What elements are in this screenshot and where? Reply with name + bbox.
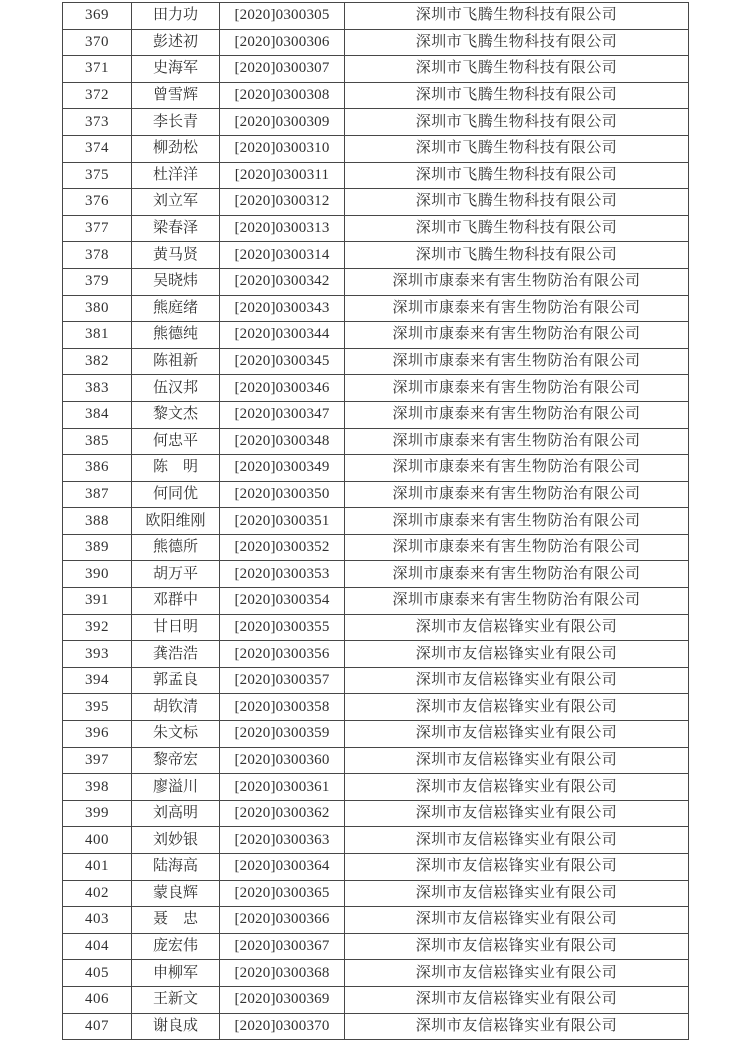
person-name-cell: 谢良成 xyxy=(132,1013,220,1040)
table-row xyxy=(63,960,689,987)
row-index-cell: 394 xyxy=(63,667,132,694)
certificate-number-cell: [2020]0300310 xyxy=(220,135,345,162)
row-index-cell: 372 xyxy=(63,82,132,109)
person-name-cell: 陆海高 xyxy=(132,854,220,881)
person-name-cell: 邓群中 xyxy=(132,588,220,615)
person-name-cell: 何忠平 xyxy=(132,428,220,455)
person-name-cell: 黎文杰 xyxy=(132,401,220,428)
person-name-cell: 胡钦清 xyxy=(132,694,220,721)
row-index-cell: 390 xyxy=(63,561,132,588)
person-name-cell: 廖溢川 xyxy=(132,774,220,801)
row-index-cell: 389 xyxy=(63,534,132,561)
row-index-cell: 402 xyxy=(63,880,132,907)
company-name-cell: 深圳市飞腾生物科技有限公司 xyxy=(345,29,689,56)
company-name-cell: 深圳市康泰来有害生物防治有限公司 xyxy=(345,348,689,375)
row-index-cell: 375 xyxy=(63,162,132,189)
table-row xyxy=(63,268,689,295)
row-index-cell: 400 xyxy=(63,827,132,854)
table-row xyxy=(63,348,689,375)
row-index-cell: 392 xyxy=(63,614,132,641)
company-name-cell: 深圳市康泰来有害生物防治有限公司 xyxy=(345,268,689,295)
person-name-cell: 梁春泽 xyxy=(132,215,220,242)
table-row xyxy=(63,534,689,561)
company-name-cell: 深圳市康泰来有害生物防治有限公司 xyxy=(345,322,689,349)
table-row xyxy=(63,641,689,668)
person-name-cell: 蒙良辉 xyxy=(132,880,220,907)
person-name-cell: 李长青 xyxy=(132,109,220,136)
company-name-cell: 深圳市友信崧锋实业有限公司 xyxy=(345,694,689,721)
company-name-cell: 深圳市友信崧锋实业有限公司 xyxy=(345,1013,689,1040)
table-row xyxy=(63,135,689,162)
table-row xyxy=(63,800,689,827)
company-name-cell: 深圳市友信崧锋实业有限公司 xyxy=(345,667,689,694)
row-index-cell: 395 xyxy=(63,694,132,721)
company-name-cell: 深圳市康泰来有害生物防治有限公司 xyxy=(345,375,689,402)
table-row xyxy=(63,827,689,854)
row-index-cell: 384 xyxy=(63,401,132,428)
certificate-number-cell: [2020]0300343 xyxy=(220,295,345,322)
person-name-cell: 熊德纯 xyxy=(132,322,220,349)
table-row xyxy=(63,109,689,136)
certificate-number-cell: [2020]0300370 xyxy=(220,1013,345,1040)
table-row xyxy=(63,614,689,641)
company-name-cell: 深圳市飞腾生物科技有限公司 xyxy=(345,82,689,109)
person-name-cell: 甘日明 xyxy=(132,614,220,641)
row-index-cell: 385 xyxy=(63,428,132,455)
table-row xyxy=(63,667,689,694)
table-row xyxy=(63,588,689,615)
certificate-number-cell: [2020]0300305 xyxy=(220,3,345,30)
certificate-number-cell: [2020]0300345 xyxy=(220,348,345,375)
roster-table xyxy=(62,2,689,1040)
certificate-number-cell: [2020]0300313 xyxy=(220,215,345,242)
row-index-cell: 399 xyxy=(63,800,132,827)
person-name-cell: 熊庭绪 xyxy=(132,295,220,322)
table-row xyxy=(63,508,689,535)
table-row xyxy=(63,854,689,881)
person-name-cell: 黄马贤 xyxy=(132,242,220,269)
certificate-number-cell: [2020]0300308 xyxy=(220,82,345,109)
row-index-cell: 404 xyxy=(63,933,132,960)
row-index-cell: 376 xyxy=(63,189,132,216)
person-name-cell: 伍汉邦 xyxy=(132,375,220,402)
company-name-cell: 深圳市飞腾生物科技有限公司 xyxy=(345,242,689,269)
table-row xyxy=(63,561,689,588)
company-name-cell: 深圳市友信崧锋实业有限公司 xyxy=(345,774,689,801)
table-row xyxy=(63,907,689,934)
certificate-number-cell: [2020]0300368 xyxy=(220,960,345,987)
certificate-number-cell: [2020]0300367 xyxy=(220,933,345,960)
person-name-cell: 申柳军 xyxy=(132,960,220,987)
company-name-cell: 深圳市康泰来有害生物防治有限公司 xyxy=(345,534,689,561)
row-index-cell: 374 xyxy=(63,135,132,162)
row-index-cell: 383 xyxy=(63,375,132,402)
company-name-cell: 深圳市友信崧锋实业有限公司 xyxy=(345,880,689,907)
table-row xyxy=(63,986,689,1013)
row-index-cell: 386 xyxy=(63,455,132,482)
table-row xyxy=(63,29,689,56)
company-name-cell: 深圳市飞腾生物科技有限公司 xyxy=(345,135,689,162)
table-row xyxy=(63,215,689,242)
person-name-cell: 陈祖新 xyxy=(132,348,220,375)
row-index-cell: 387 xyxy=(63,481,132,508)
company-name-cell: 深圳市康泰来有害生物防治有限公司 xyxy=(345,295,689,322)
certificate-number-cell: [2020]0300355 xyxy=(220,614,345,641)
certificate-number-cell: [2020]0300306 xyxy=(220,29,345,56)
company-name-cell: 深圳市友信崧锋实业有限公司 xyxy=(345,907,689,934)
certificate-number-cell: [2020]0300360 xyxy=(220,747,345,774)
certificate-number-cell: [2020]0300366 xyxy=(220,907,345,934)
certificate-number-cell: [2020]0300359 xyxy=(220,721,345,748)
company-name-cell: 深圳市康泰来有害生物防治有限公司 xyxy=(345,561,689,588)
person-name-cell: 彭述初 xyxy=(132,29,220,56)
company-name-cell: 深圳市飞腾生物科技有限公司 xyxy=(345,3,689,30)
certificate-number-cell: [2020]0300312 xyxy=(220,189,345,216)
person-name-cell: 史海军 xyxy=(132,56,220,83)
person-name-cell: 刘立军 xyxy=(132,189,220,216)
certificate-number-cell: [2020]0300311 xyxy=(220,162,345,189)
row-index-cell: 382 xyxy=(63,348,132,375)
certificate-number-cell: [2020]0300346 xyxy=(220,375,345,402)
table-row xyxy=(63,721,689,748)
company-name-cell: 深圳市飞腾生物科技有限公司 xyxy=(345,189,689,216)
certificate-number-cell: [2020]0300369 xyxy=(220,986,345,1013)
person-name-cell: 曾雪辉 xyxy=(132,82,220,109)
person-name-cell: 欧阳维刚 xyxy=(132,508,220,535)
certificate-number-cell: [2020]0300349 xyxy=(220,455,345,482)
row-index-cell: 396 xyxy=(63,721,132,748)
row-index-cell: 371 xyxy=(63,56,132,83)
table-row xyxy=(63,242,689,269)
certificate-number-cell: [2020]0300354 xyxy=(220,588,345,615)
table-row xyxy=(63,189,689,216)
certificate-number-cell: [2020]0300351 xyxy=(220,508,345,535)
company-name-cell: 深圳市友信崧锋实业有限公司 xyxy=(345,641,689,668)
certificate-number-cell: [2020]0300365 xyxy=(220,880,345,907)
certificate-number-cell: [2020]0300353 xyxy=(220,561,345,588)
person-name-cell: 熊德所 xyxy=(132,534,220,561)
certificate-number-cell: [2020]0300307 xyxy=(220,56,345,83)
certificate-number-cell: [2020]0300352 xyxy=(220,534,345,561)
table-row xyxy=(63,295,689,322)
certificate-number-cell: [2020]0300356 xyxy=(220,641,345,668)
table-row xyxy=(63,401,689,428)
person-name-cell: 刘高明 xyxy=(132,800,220,827)
table-row xyxy=(63,375,689,402)
certificate-number-cell: [2020]0300342 xyxy=(220,268,345,295)
table-row xyxy=(63,933,689,960)
company-name-cell: 深圳市康泰来有害生物防治有限公司 xyxy=(345,508,689,535)
company-name-cell: 深圳市飞腾生物科技有限公司 xyxy=(345,215,689,242)
person-name-cell: 聂 忠 xyxy=(132,907,220,934)
company-name-cell: 深圳市康泰来有害生物防治有限公司 xyxy=(345,455,689,482)
certificate-number-cell: [2020]0300362 xyxy=(220,800,345,827)
row-index-cell: 369 xyxy=(63,3,132,30)
company-name-cell: 深圳市康泰来有害生物防治有限公司 xyxy=(345,481,689,508)
table-row xyxy=(63,481,689,508)
row-index-cell: 403 xyxy=(63,907,132,934)
certificate-number-cell: [2020]0300309 xyxy=(220,109,345,136)
person-name-cell: 吴晓炜 xyxy=(132,268,220,295)
person-name-cell: 庞宏伟 xyxy=(132,933,220,960)
company-name-cell: 深圳市友信崧锋实业有限公司 xyxy=(345,933,689,960)
row-index-cell: 407 xyxy=(63,1013,132,1040)
company-name-cell: 深圳市康泰来有害生物防治有限公司 xyxy=(345,428,689,455)
row-index-cell: 401 xyxy=(63,854,132,881)
company-name-cell: 深圳市友信崧锋实业有限公司 xyxy=(345,747,689,774)
company-name-cell: 深圳市飞腾生物科技有限公司 xyxy=(345,56,689,83)
row-index-cell: 397 xyxy=(63,747,132,774)
row-index-cell: 406 xyxy=(63,986,132,1013)
person-name-cell: 刘妙银 xyxy=(132,827,220,854)
row-index-cell: 398 xyxy=(63,774,132,801)
roster-table-body xyxy=(63,3,689,1040)
person-name-cell: 胡万平 xyxy=(132,561,220,588)
row-index-cell: 379 xyxy=(63,268,132,295)
certificate-number-cell: [2020]0300364 xyxy=(220,854,345,881)
row-index-cell: 378 xyxy=(63,242,132,269)
certificate-number-cell: [2020]0300363 xyxy=(220,827,345,854)
row-index-cell: 377 xyxy=(63,215,132,242)
certificate-number-cell: [2020]0300357 xyxy=(220,667,345,694)
company-name-cell: 深圳市友信崧锋实业有限公司 xyxy=(345,854,689,881)
certificate-number-cell: [2020]0300344 xyxy=(220,322,345,349)
certificate-number-cell: [2020]0300347 xyxy=(220,401,345,428)
company-name-cell: 深圳市友信崧锋实业有限公司 xyxy=(345,960,689,987)
table-row xyxy=(63,82,689,109)
certificate-number-cell: [2020]0300350 xyxy=(220,481,345,508)
row-index-cell: 373 xyxy=(63,109,132,136)
company-name-cell: 深圳市康泰来有害生物防治有限公司 xyxy=(345,588,689,615)
row-index-cell: 405 xyxy=(63,960,132,987)
row-index-cell: 381 xyxy=(63,322,132,349)
row-index-cell: 370 xyxy=(63,29,132,56)
row-index-cell: 388 xyxy=(63,508,132,535)
table-row xyxy=(63,3,689,30)
company-name-cell: 深圳市飞腾生物科技有限公司 xyxy=(345,109,689,136)
company-name-cell: 深圳市友信崧锋实业有限公司 xyxy=(345,800,689,827)
table-row xyxy=(63,747,689,774)
person-name-cell: 黎帝宏 xyxy=(132,747,220,774)
table-row xyxy=(63,428,689,455)
table-row xyxy=(63,455,689,482)
row-index-cell: 391 xyxy=(63,588,132,615)
company-name-cell: 深圳市飞腾生物科技有限公司 xyxy=(345,162,689,189)
row-index-cell: 393 xyxy=(63,641,132,668)
company-name-cell: 深圳市康泰来有害生物防治有限公司 xyxy=(345,401,689,428)
table-row xyxy=(63,322,689,349)
person-name-cell: 朱文标 xyxy=(132,721,220,748)
certificate-number-cell: [2020]0300361 xyxy=(220,774,345,801)
company-name-cell: 深圳市友信崧锋实业有限公司 xyxy=(345,614,689,641)
table-row xyxy=(63,694,689,721)
company-name-cell: 深圳市友信崧锋实业有限公司 xyxy=(345,986,689,1013)
certificate-number-cell: [2020]0300348 xyxy=(220,428,345,455)
person-name-cell: 陈 明 xyxy=(132,455,220,482)
company-name-cell: 深圳市友信崧锋实业有限公司 xyxy=(345,827,689,854)
person-name-cell: 柳劲松 xyxy=(132,135,220,162)
certificate-number-cell: [2020]0300358 xyxy=(220,694,345,721)
table-row xyxy=(63,880,689,907)
table-row xyxy=(63,56,689,83)
person-name-cell: 何同优 xyxy=(132,481,220,508)
table-row xyxy=(63,162,689,189)
certificate-number-cell: [2020]0300314 xyxy=(220,242,345,269)
person-name-cell: 龚浩浩 xyxy=(132,641,220,668)
company-name-cell: 深圳市友信崧锋实业有限公司 xyxy=(345,721,689,748)
person-name-cell: 郭孟良 xyxy=(132,667,220,694)
row-index-cell: 380 xyxy=(63,295,132,322)
table-row xyxy=(63,1013,689,1040)
person-name-cell: 杜洋洋 xyxy=(132,162,220,189)
person-name-cell: 王新文 xyxy=(132,986,220,1013)
table-row xyxy=(63,774,689,801)
person-name-cell: 田力功 xyxy=(132,3,220,30)
